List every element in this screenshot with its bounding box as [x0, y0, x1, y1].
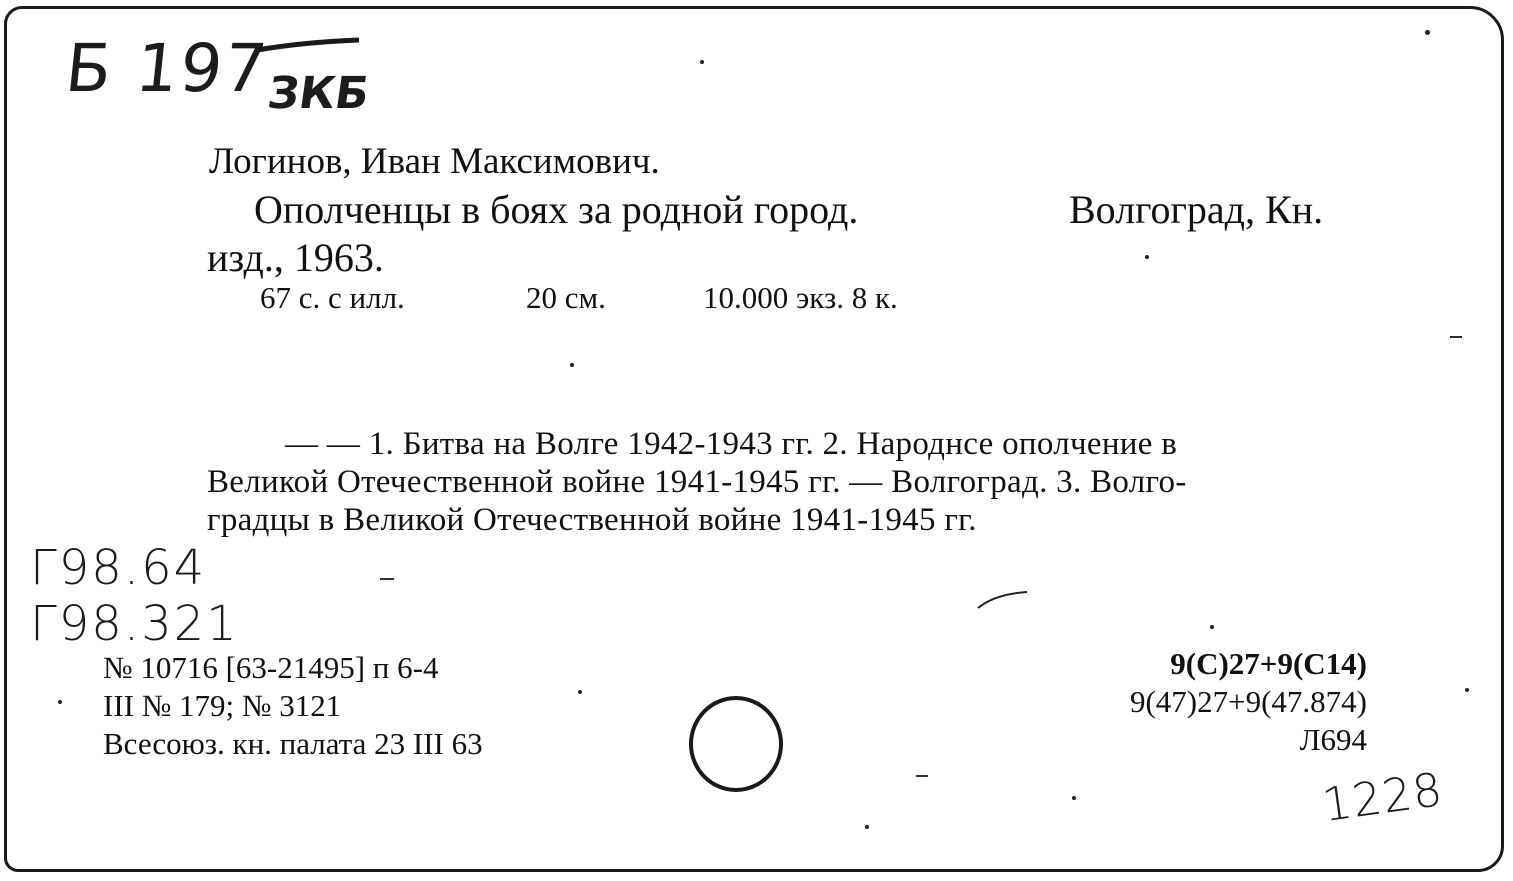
shelfmark-handwritten: Б 197 [61, 30, 273, 107]
handwritten-number: 1228 [1318, 761, 1447, 833]
physical-copies: 10.000 экз. 8 к. [703, 280, 898, 315]
scan-speck [1145, 255, 1149, 259]
handwritten-class-2: Г98.321 [30, 596, 239, 652]
registry-line-1: № 10716 [63-21495] п 6-4 [103, 650, 439, 685]
subject-line-1: — — 1. Битва на Волге 1942-1943 гг. 2. Народнсе ополчение в [285, 426, 1178, 462]
subject-line-2: Великой Отечественной войне 1941-1945 гг. — Волгоград. 3. Волго- [207, 464, 1187, 500]
classification-line-3: Л694 [1299, 722, 1367, 757]
publisher-year: изд., 1963. [207, 235, 384, 280]
handwritten-class-1: Г98.64 [30, 540, 207, 596]
punch-hole [684, 690, 794, 800]
registry-line-2: III № 179; № 3121 [103, 688, 342, 723]
physical-pages: 67 с. с илл. [260, 280, 405, 315]
shelfmark-sub: ЗКБ [264, 68, 373, 119]
scan-speck [1465, 688, 1469, 692]
registry-line-3: Всесоюз. кн. палата 23 III 63 [103, 726, 483, 761]
classification-line-1: 9(С)27+9(С14) [1170, 646, 1367, 681]
scan-speck [1072, 796, 1076, 800]
book-title: Ополченцы в боях за родной город. [254, 187, 859, 232]
physical-size: 20 см. [526, 280, 606, 315]
author-heading: Логинов, Иван Максимович. [209, 141, 660, 182]
scan-mark [380, 578, 394, 580]
scan-speck [700, 60, 704, 64]
scan-speck [570, 363, 574, 367]
scan-speck [1425, 30, 1430, 35]
scan-speck [578, 690, 582, 694]
scan-speck [865, 825, 869, 829]
scan-mark [916, 775, 928, 777]
scan-speck [58, 700, 62, 704]
classification-line-2: 9(47)27+9(47.874) [1129, 684, 1367, 719]
shelfmark-overline [255, 36, 365, 56]
scan-speck [1210, 625, 1214, 629]
publisher-place: Волгоград, Кн. [1069, 187, 1324, 232]
subject-line-3: градцы в Великой Отечественной войне 1941-1945 гг. [207, 502, 977, 538]
scan-stroke [975, 588, 1035, 612]
scan-mark [1450, 336, 1462, 338]
